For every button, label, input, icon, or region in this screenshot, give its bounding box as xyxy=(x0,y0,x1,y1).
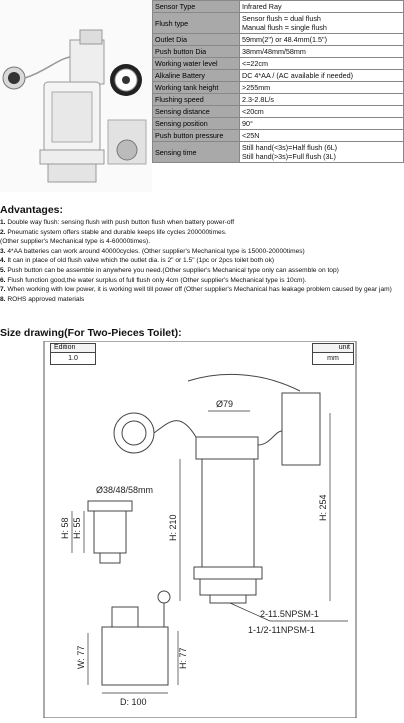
spec-value-line: 38mm/48mm/58mm xyxy=(242,47,306,56)
spec-value xyxy=(240,142,404,163)
advantage-text: 4*AA batteries can work around 40000cycles. (Other supplier's Mechanical type is 15000-20000times) xyxy=(5,247,305,255)
spec-value-line: <=22cm xyxy=(242,59,268,68)
advantage-number: 5. xyxy=(0,266,6,274)
advantage-number: 6. xyxy=(0,276,6,284)
dim-w77: W: 77 xyxy=(76,645,86,669)
advantage-text: When working with low power, it is working well till power off (Other supplier's Mechanical has leakage problem caused by gear jam) xyxy=(5,286,392,294)
spec-key: Flush type xyxy=(153,13,240,34)
spec-key: Push button pressure xyxy=(153,130,240,142)
advantage-number: 4. xyxy=(0,257,6,265)
advantage-number: 7. xyxy=(0,286,6,294)
spec-value xyxy=(240,94,404,106)
spec-row xyxy=(153,118,404,130)
spec-row xyxy=(153,34,404,46)
spec-key: Sensing time xyxy=(153,142,240,163)
spec-key: Working tank height xyxy=(153,82,240,94)
spec-key: Sensing distance xyxy=(153,106,240,118)
spec-value-line: Infrared Ray xyxy=(242,2,282,11)
dim-d79: Ø79 xyxy=(216,399,234,409)
spec-key: Sensing position xyxy=(153,118,240,130)
spec-row xyxy=(153,13,404,34)
dim-h55: H: 55 xyxy=(72,517,82,539)
spec-value xyxy=(240,1,404,13)
spec-row xyxy=(153,58,404,70)
spec-value xyxy=(240,130,404,142)
spec-value xyxy=(240,13,404,34)
spec-row xyxy=(153,130,404,142)
spec-value-line: 90° xyxy=(242,119,253,128)
spec-row xyxy=(153,106,404,118)
spec-row xyxy=(153,82,404,94)
spec-value xyxy=(240,70,404,82)
advantage-item xyxy=(0,247,402,257)
spec-row xyxy=(153,70,404,82)
advantage-text: (Other supplier's Mechanical type is 4-60000times). xyxy=(0,238,151,246)
advantage-text: Pneumatic system offers stable and durable keeps life cycles 200000times. xyxy=(5,228,227,236)
advantage-number: 2. xyxy=(0,228,6,236)
edition-box xyxy=(50,343,96,365)
dim-thread-1: 2-11.5NPSM-1 xyxy=(260,609,319,619)
advantage-item xyxy=(0,266,402,276)
spec-value-line: <20cm xyxy=(242,107,264,116)
spec-value xyxy=(240,118,404,130)
dim-h210: H: 210 xyxy=(168,514,178,541)
spec-value xyxy=(240,106,404,118)
dim-button-dia: Ø38/48/58mm xyxy=(96,485,154,495)
product-photo xyxy=(0,0,152,192)
advantage-number: 8. xyxy=(0,295,6,303)
spec-value-line: 2.3-2.8L/s xyxy=(242,95,274,104)
spec-row xyxy=(153,1,404,13)
advantage-item xyxy=(0,285,402,295)
advantage-text: ROHS approved materials xyxy=(5,295,85,303)
size-drawing-title: Size drawing(For Two-Pieces Toilet): xyxy=(0,327,182,339)
spec-value-line: Still hand(<3s)=Half flush (6L) xyxy=(242,143,338,152)
spec-value xyxy=(240,82,404,94)
spec-value-line: 59mm(2") or 48.4mm(1.5") xyxy=(242,35,327,44)
spec-key: Flushing speed xyxy=(153,94,240,106)
spec-value-line: Manual flush = single flush xyxy=(242,23,327,32)
spec-value-line: DC 4*AA / (AC available if needed) xyxy=(242,71,354,80)
advantage-item xyxy=(0,228,402,238)
advantage-item xyxy=(0,276,402,286)
edition-value: 1.0 xyxy=(68,355,78,362)
spec-key: Alkaline Battery xyxy=(153,70,240,82)
spec-value xyxy=(240,46,404,58)
advantage-text: Flush function good,the water surplus of full flush only 4cm (Other supplier's Mechanical type is 10cm). xyxy=(5,276,307,284)
spec-key: Working water level xyxy=(153,58,240,70)
spec-value-line: Sensor flush = dual flush xyxy=(242,14,321,23)
size-drawing xyxy=(0,341,404,718)
technical-drawing xyxy=(0,341,404,718)
advantage-item xyxy=(0,256,402,266)
advantages-list xyxy=(0,218,402,304)
unit-box xyxy=(312,343,354,365)
spec-table xyxy=(152,0,404,163)
advantage-number: 3. xyxy=(0,247,6,255)
spec-row xyxy=(153,46,404,58)
advantage-item xyxy=(0,237,402,247)
advantage-text: It can in place of old flush valve which the outlet dia. is 2" or 1.5" (1pc or 2pcs toilet both ok) xyxy=(5,257,275,265)
edition-label: Edition xyxy=(51,344,95,353)
spec-row xyxy=(153,94,404,106)
spec-value xyxy=(240,58,404,70)
spec-key: Outlet Dia xyxy=(153,34,240,46)
spec-value-line: Still hand(>3s)=Full flush (3L) xyxy=(242,152,336,161)
spec-row xyxy=(153,142,404,163)
dim-h77: H: 77 xyxy=(178,647,188,669)
spec-key: Sensor Type xyxy=(153,1,240,13)
unit-value: mm xyxy=(327,355,339,362)
spec-value-line: <25N xyxy=(242,131,260,140)
advantage-text: Double way flush: sensing flush with push button flush when battery power-off xyxy=(5,219,235,226)
dim-h58: H: 58 xyxy=(60,517,70,539)
unit-label: unit xyxy=(313,344,353,353)
advantage-item xyxy=(0,295,402,305)
dim-d100: D: 100 xyxy=(120,697,147,707)
advantage-item xyxy=(0,218,402,228)
dim-thread-2: 1-1/2-11NPSM-1 xyxy=(248,625,315,635)
advantages-title: Advantages: xyxy=(0,204,64,216)
advantage-number: 1. xyxy=(0,219,6,226)
spec-key: Push button Dia xyxy=(153,46,240,58)
spec-value xyxy=(240,34,404,46)
product-photo-illustration xyxy=(0,0,152,192)
spec-value-line: >255mm xyxy=(242,83,271,92)
dim-h254: H: 254 xyxy=(318,494,328,521)
advantage-text: Push button can be assemble in anywhere you need.(Other supplier's Mechanical type only can assemble on top) xyxy=(5,266,339,274)
